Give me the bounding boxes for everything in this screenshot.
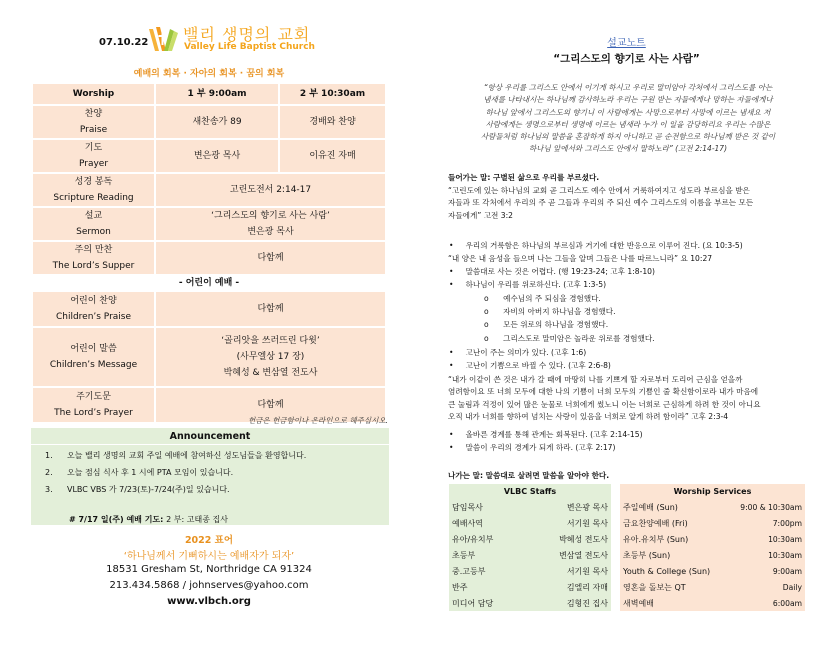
cell-both: 고린도전서 2:14-17 <box>155 173 386 207</box>
sermon-title: “그리스도의 향기로 사는 사람” <box>553 53 700 65</box>
staff-table <box>449 484 611 611</box>
row-label: 주기도문 The Lord’s Prayer <box>32 387 155 423</box>
table-row: 새벽예배 6:00am <box>620 595 805 611</box>
table-row: 주일예배 (Sun) 9:00 & 10:30am <box>620 499 805 515</box>
announcement-title: Announcement <box>169 431 251 442</box>
cell-both: ‘골리앗을 쓰러뜨린 다윗’ (사무엘상 17 장) 박혜성 & 변삼열 전도사 <box>155 327 386 387</box>
row-label: 주의 만찬 The Lord’s Supper <box>32 241 155 275</box>
schedule-header-row <box>32 83 386 105</box>
table-row: 금요찬양예배 (Fri) 7:00pm <box>620 515 805 531</box>
row-praise <box>32 105 386 139</box>
year-theme-title: 2022 표어 <box>184 535 234 546</box>
bullet-point: • 우리의 거룩함은 하나님의 부르심과 거기에 대한 반응으로 이루어 진다. (요 10:3-5) <box>449 241 743 250</box>
bullet-point: • 고난이 주는 의미가 있다. (고후 1:6) <box>449 348 587 357</box>
table-row: 중.고등부 서기원 목사 <box>449 563 611 579</box>
church-name-ko: 밸리 생명의 교회 <box>183 25 311 44</box>
services-title: Worship Services <box>620 484 805 499</box>
header-second-service: 2 부 10:30am <box>279 83 386 105</box>
church-website-link[interactable]: www.vlbch.org <box>167 596 251 607</box>
sermon-note-label: 설교노트 <box>607 38 646 49</box>
cell-both: ‘그리스도의 향기로 사는 사람’ 변은광 목사 <box>155 207 386 241</box>
cell-both: 다함께 <box>155 387 386 423</box>
cell-both: 다함께 <box>155 291 386 327</box>
header-first-service: 1 부 9:00am <box>155 83 279 105</box>
bullet-point: • 하나님이 우리를 위로하신다. (고후 1:3-5) <box>449 280 607 289</box>
bullet-point: • 말씀이 우리의 경계가 되게 하라. (고후 2:17) <box>449 443 616 452</box>
offering-note: 헌금은 헌금함이나 온라인으로 해주십시오. <box>248 416 388 425</box>
row-label: 찬양 Praise <box>32 105 155 139</box>
staff-header-row <box>449 484 611 499</box>
cell-both: 다함께 <box>155 241 386 275</box>
long-scripture-quote: “내가 이같이 쓴 것은 내가 갈 때에 마땅히 나를 기쁘게 할 자로부터 도리어 근심을 얻을까 염려함이요 또 너희 모두에 대한 나의 기쁨이 너희 모두의 기쁨인 줄 확신함이로라 내가 마음에 큰 눌림과 걱정이 있어 많은 눈물로 너희에게 썼노니 이는 너희로 근심하게 하려 한 것이 아니요 오직 내가 너희를 향하여 넘치는 사랑이 있음을 너희로 알게 하려 함이라” 고후 2:3-4 <box>448 375 761 421</box>
cell-first: 새찬송가 89 <box>155 105 279 139</box>
announcement-item: 3. VLBC VBS 가 7/23(토)-7/24(주)일 있습니다. <box>45 485 230 494</box>
church-logo-icon <box>148 25 178 53</box>
church-motto: 예배의 회복 · 자아의 회복 · 꿈의 회복 <box>133 69 285 79</box>
row-label: 기도 Prayer <box>32 139 155 173</box>
table-row: 미디어 담당 김형진 집사 <box>449 595 611 611</box>
row-children-message <box>32 327 386 387</box>
sub-bullet: o 자비의 아버지 하나님을 경험했다. <box>484 307 616 316</box>
row-prayer <box>32 139 386 173</box>
church-name-en: Valley Life Baptist Church <box>184 42 315 52</box>
bulletin-date: 07.10.22 <box>99 37 149 48</box>
announcement-divider <box>31 444 389 445</box>
row-label: 설교 Sermon <box>32 207 155 241</box>
sub-bullet: o 모든 위로의 하나님을 경험했다. <box>484 320 609 329</box>
announcement-item: 2. 오늘 점심 식사 후 1 시에 PTA 모임이 있습니다. <box>45 468 234 477</box>
row-label: 어린이 말씀 Children’s Message <box>32 327 155 387</box>
bullet-quote: “내 양은 내 음성을 들으며 나는 그들을 알며 그들은 나를 따르느니라” 요 10:27 <box>448 254 713 263</box>
row-children-praise <box>32 291 386 327</box>
table-row: 예배사역 서기원 목사 <box>449 515 611 531</box>
row-lords-supper <box>32 241 386 275</box>
table-row: Youth & College (Sun) 9:00am <box>620 563 805 579</box>
table-row: 초등부 변삼열 전도사 <box>449 547 611 563</box>
cell-first: 변은광 목사 <box>155 139 279 173</box>
year-theme: ‘하나님께서 기뻐하시는 예배자가 되자’ <box>123 551 295 562</box>
bullet-point: • 고난이 기쁨으로 바뀔 수 있다. (고후 2:6-8) <box>449 361 611 370</box>
services-table <box>620 484 805 611</box>
church-address: 18531 Gresham St, Northridge CA 91324 <box>106 564 312 575</box>
prayer-assignment: # 7/17 일(주) 예배 기도: 2 부: 고태종 집사 <box>69 515 228 524</box>
sub-bullet: o 그리스도로 말미암은 놀라운 위로를 경험했다. <box>484 334 655 343</box>
row-sermon <box>32 207 386 241</box>
table-row: 담임목사 변은광 목사 <box>449 499 611 515</box>
intro-heading: 들어가는 말: 구별된 삶으로 우리를 부르셨다. <box>448 173 600 182</box>
children-header-row <box>32 275 386 291</box>
announcement-item: 1. 오늘 밸리 생명의 교회 주일 예배에 참여하신 성도님들을 환영합니다. <box>45 451 307 460</box>
intro-quote: “고린도에 있는 하나님의 교회 곧 그리스도 예수 안에서 거룩하여지고 성도라 부르심을 받은 자들과 또 각처에서 우리의 주 곧 그들과 우리의 주 되신 예수 그리스도의 이름을 부르는 모든 자들에게” 고전 3:2 <box>448 186 754 220</box>
closing-heading: 나가는 말: 말씀대로 살려면 말씀을 알아야 한다. <box>448 471 610 480</box>
cell-second: 경배와 찬양 <box>279 105 386 139</box>
table-row: 반주 김엘리 자매 <box>449 579 611 595</box>
row-scripture <box>32 173 386 207</box>
bullet-point: • 올바른 경계를 통해 관계는 회복된다. (고후 2:14-15) <box>449 430 643 439</box>
worship-schedule-table <box>31 82 387 424</box>
church-contact[interactable]: 213.434.5868 / johnserves@yahoo.com <box>109 580 309 591</box>
services-header-row <box>620 484 805 499</box>
sub-bullet: o 예수님의 주 되심을 경험했다. <box>484 294 601 303</box>
children-header: - 어린이 예배 - <box>32 275 386 291</box>
cell-second: 이유진 자매 <box>279 139 386 173</box>
bullet-point: • 말씀대로 사는 것은 어렵다. (행 19:23-24; 고후 1:8-10) <box>449 267 655 276</box>
scripture-quote: “항상 우리를 그리스도 안에서 이기게 하시고 우리로 말미암아 각처에서 그리스도를 아는 냄새를 나타내시는 하나님께 감사하노라 우리는 구원 받는 자들에게나 망하는 자들에게나 하나님 앞에서 그리스도의 향기니 이 사람에게는 사망으로부터 사망에 이르는 냄새요 저 사람에게는 생명으로부터 생명에 이르는 냄새라 누가 이 일을 감당하리요 우리는 수많은 사람들처럼 하나님의 말씀을 혼잡하게 하지 아니하고 곧 순전함으로 하나님께 받은 것 같이 하나님 앞에서와 그리스도 안에서 말하노라” (고전 2:14-17) <box>480 83 776 154</box>
table-row: 유아/유치부 박혜성 전도사 <box>449 531 611 547</box>
table-row: 영혼을 돌보는 QT Daily <box>620 579 805 595</box>
staff-title: VLBC Staffs <box>449 484 611 499</box>
row-label: 성경 봉독 Scripture Reading <box>32 173 155 207</box>
announcement-box <box>31 428 389 525</box>
header-worship: Worship <box>32 83 155 105</box>
table-row: 초등부 (Sun) 10:30am <box>620 547 805 563</box>
row-label: 어린이 찬양 Children’s Praise <box>32 291 155 327</box>
table-row: 유아.유치부 (Sun) 10:30am <box>620 531 805 547</box>
